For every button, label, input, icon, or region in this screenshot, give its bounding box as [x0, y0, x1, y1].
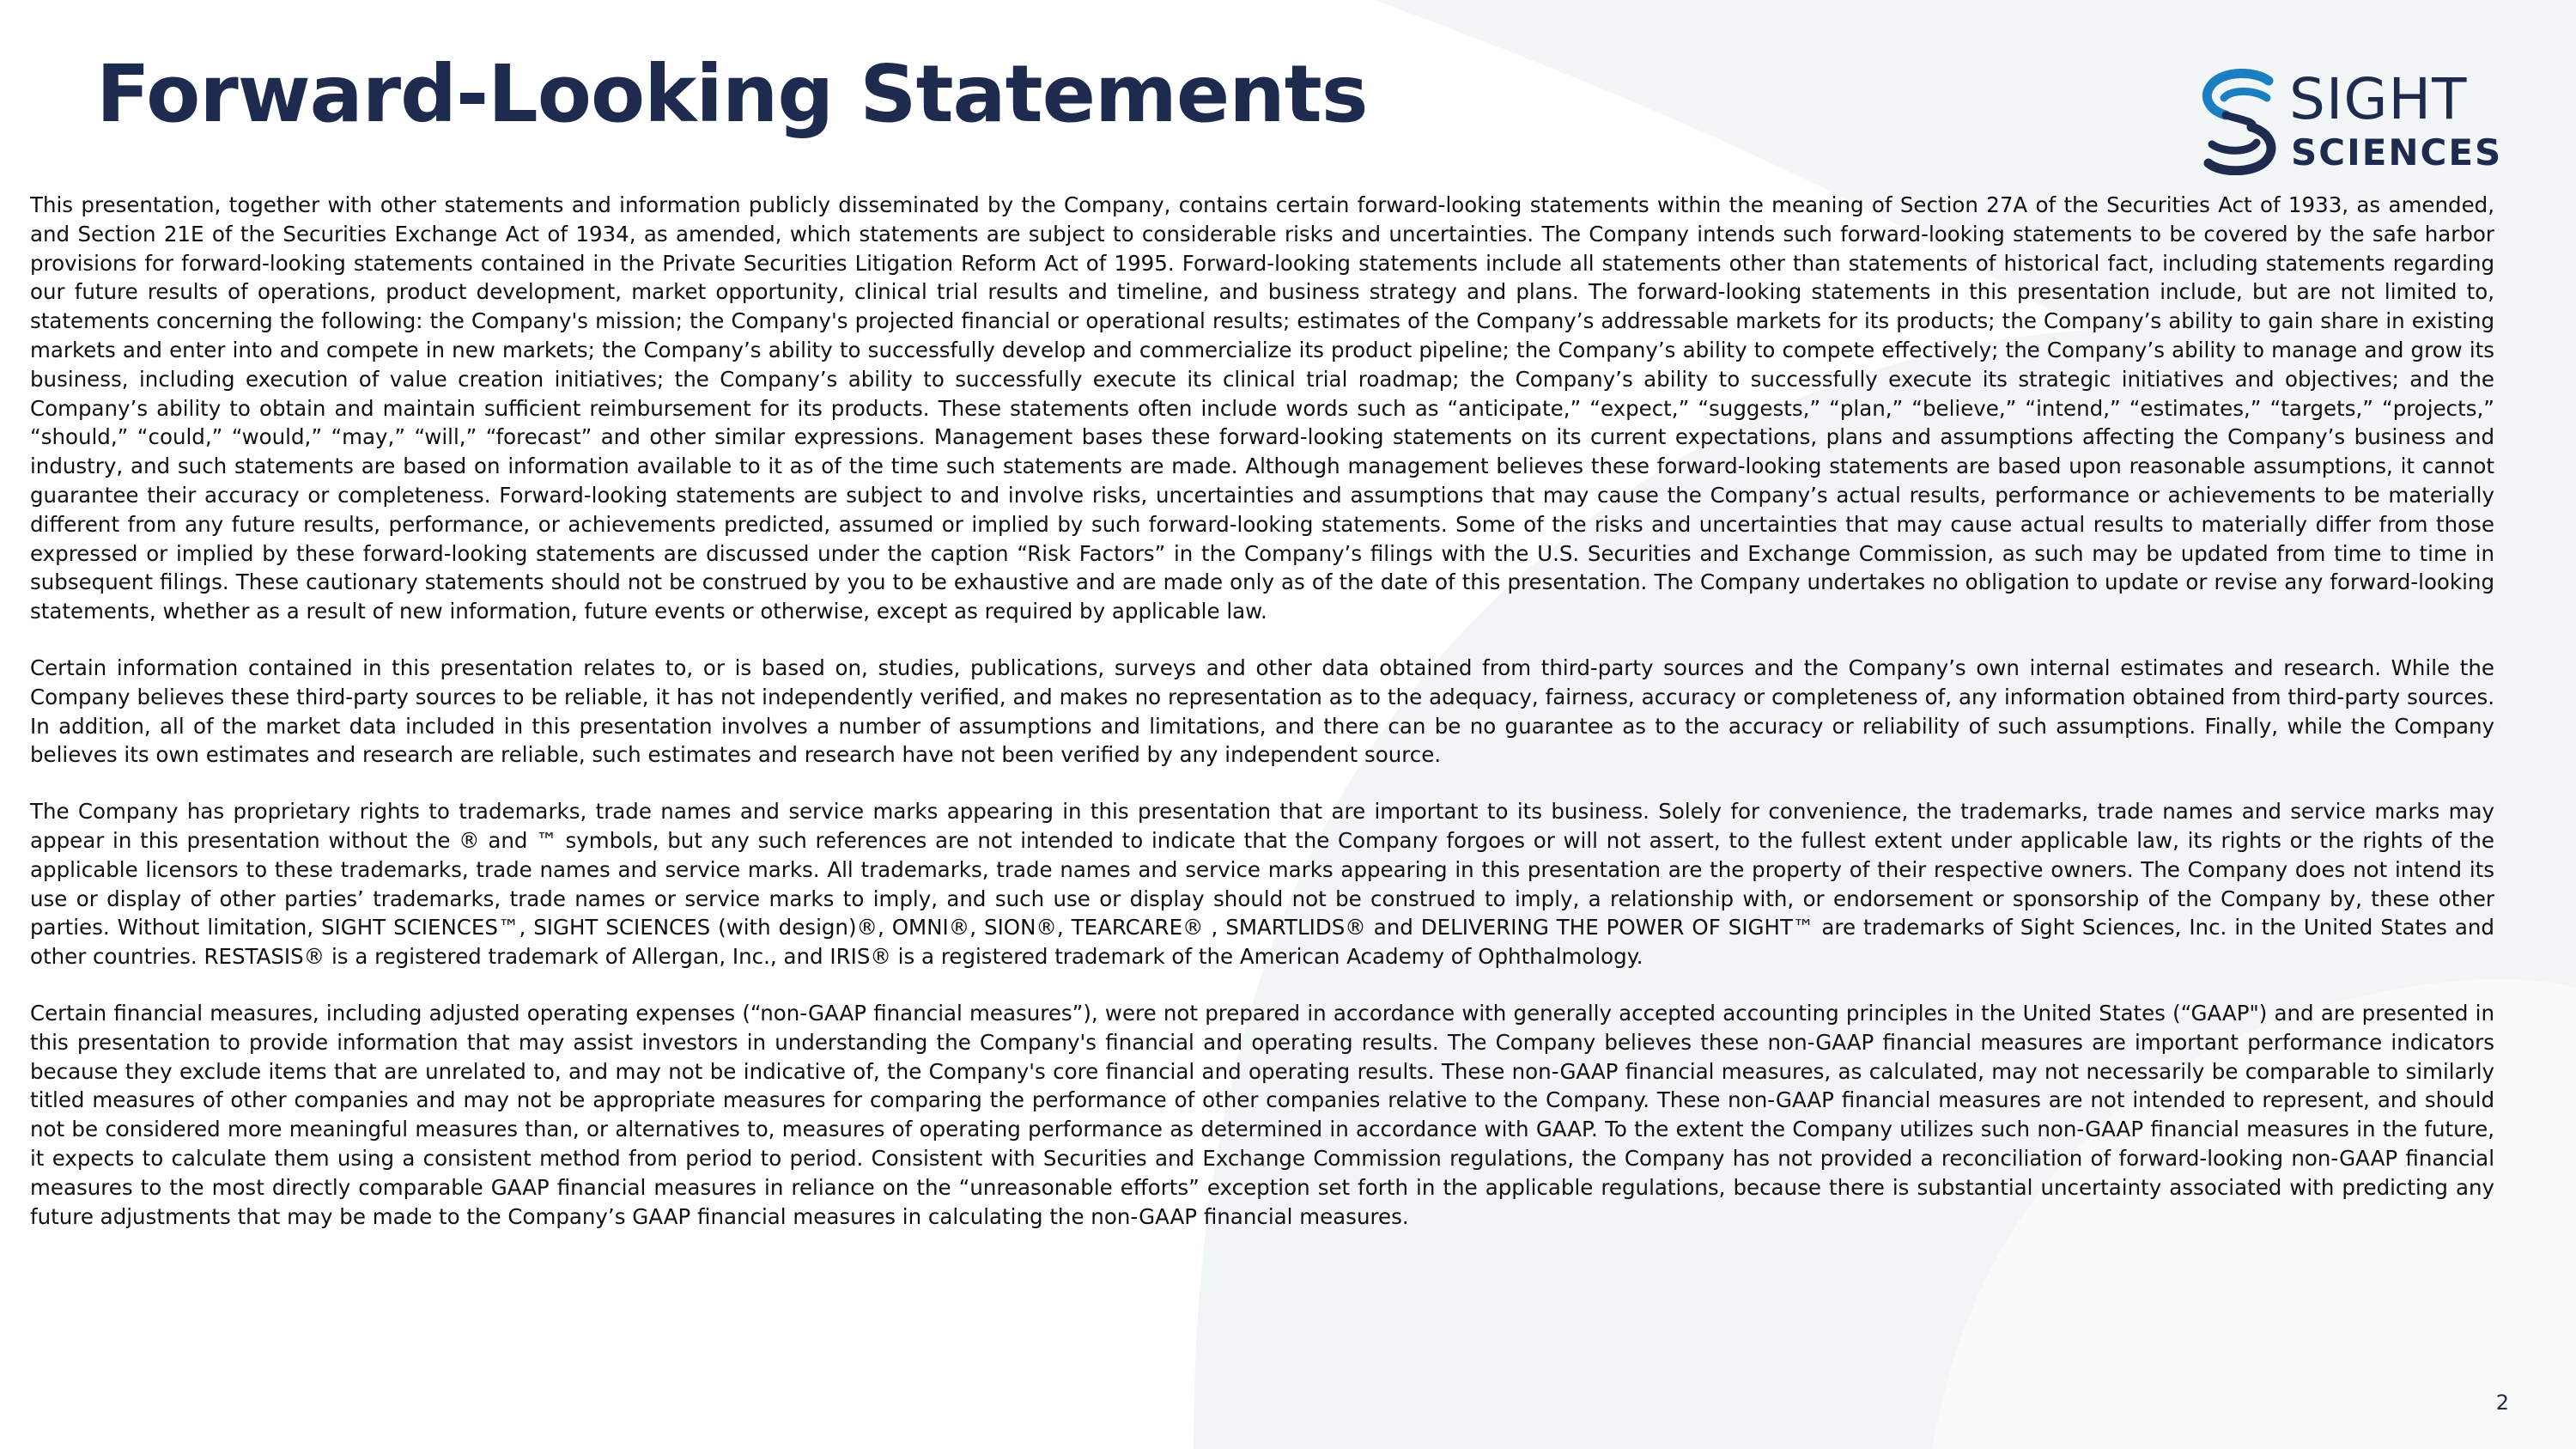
disclaimer-body — [30, 191, 2494, 1258]
paragraph-third-party-data: Certain information contained in this presentation relates to, or is based on, studies, publications, surveys and other data obtained from third-party sources and the Company’s own internal estimates and research. While the Company believes these third-party sources to be reliable, it has not independently verified, and makes no representation as to the adequacy, fairness, accuracy or completeness of, any information obtained from third-party sources. In addition, all of the market data included in this presentation involves a number of assumptions and limitations, and there can be no guarantee as to the accuracy or reliability of such assumptions. Finally, while the Company believes its own estimates and research are reliable, such estimates and research have not been verified by any independent source. — [30, 654, 2494, 768]
paragraph-non-gaap: Certain financial measures, including adjusted operating expenses (“non-GAAP financial measures”), were not prepared in accordance with generally accepted accounting principles in the United States (“GAAP") and are presented in this presentation to provide information that may assist investors in understanding the Company's financial and operating results. The Company believes these non-GAAP financial measures are important performance indicators because they exclude items that are unrelated to, and may not be indicative of, the Company's core financial and operating results. These non-GAAP financial measures, as calculated, may not necessarily be comparable to similarly titled measures of other companies and may not be appropriate measures for comparing the performance of other companies relative to the Company. These non-GAAP financial measures are not intended to represent, and should not be considered more meaningful measures than, or alternatives to, measures of operating performance as determined in accordance with GAAP. To the extent the Company utilizes such non-GAAP financial measures in the future, it expects to calculate them using a consistent method from period to period. Consistent with Securities and Exchange Commission regulations, the Company has not provided a reconciliation of forward-looking non-GAAP financial measures to the most directly comparable GAAP financial measures in reliance on the “unreasonable efforts” exception set forth in the applicable regulations, because there is substantial uncertainty associated with predicting any future adjustments that may be made to the Company’s GAAP financial measures in calculating the non-GAAP financial measures. — [30, 1000, 2494, 1229]
logo-wordmark-sciences: SCIENCES — [2291, 131, 2503, 174]
paragraph-forward-looking: This presentation, together with other statements and information publicly disseminated by the Company, contains certain forward-looking statements within the meaning of Section 27A of the Securities Act of 1933, as amended, and Section 21E of the Securities Exchange Act of 1934, as amended, which statements are subject to considerable risks and uncertainties. The Company intends such forward-looking statements to be covered by the safe harbor provisions for forward-looking statements contained in the Private Securities Litigation Reform Act of 1995. Forward-looking statements include all statements other than statements of historical fact, including statements regarding our future results of operations, product development, market opportunity, clinical trial results and timeline, and business strategy and plans. The forward-looking statements in this presentation include, but are not limited to, statements concerning the following: the Company's mission; the Company's projected financial or operational results; estimates of the Company’s addressable markets for its products; the Company’s ability to gain share in existing markets and enter into and compete in new markets; the Company’s ability to successfully develop and commercialize its product pipeline; the Company’s ability to compete effectively; the Company’s ability to manage and grow its business, including execution of value creation initiatives; the Company’s ability to successfully execute its clinical trial roadmap; the Company’s ability to successfully execute its strategic initiatives and objectives; and the Company’s ability to obtain and maintain sufficient reimbursement for its products. These statements often include words such as “anticipate,” “expect,” “suggests,” “plan,” “believe,” “intend,” “estimates,” “targets,” “projects,” “should,” “could,” “would,” “may,” “will,” “forecast” and other similar expressions. Management bases these forward-looking statements on its current expectations, plans and assumptions affecting the Company’s business and industry, and such statements are based on information available to it as of the time such statements are made. Although management believes these forward-looking statements are based upon reasonable assumptions, it cannot guarantee their accuracy or completeness. Forward-looking statements are subject to and involve risks, uncertainties and assumptions that may cause the Company’s actual results, performance or achievements to be materially different from any future results, performance, or achievements predicted, assumed or implied by such forward-looking statements. Some of the risks and uncertainties that may cause actual results to materially differ from those expressed or implied by these forward-looking statements are discussed under the caption “Risk Factors” in the Company’s filings with the U.S. Securities and Exchange Commission, as such may be updated from time to time in subsequent filings. These cautionary statements should not be construed by you to be exhaustive and are made only as of the date of this presentation. The Company undertakes no obligation to update or revise any forward-looking statements, whether as a result of new information, future events or otherwise, except as required by applicable law. — [30, 192, 2494, 624]
page-title: Forward-Looking Statements — [96, 48, 1368, 140]
page-number: 2 — [2495, 1391, 2509, 1415]
logo-wordmark-sight: SIGHT — [2289, 66, 2468, 132]
sight-sciences-s-mark-icon — [2200, 69, 2279, 175]
paragraph-trademarks: The Company has proprietary rights to trademarks, trade names and service marks appearing in this presentation that are important to its business. Solely for convenience, the trademarks, trade names and service marks may appear in this presentation without the ® and ™ symbols, but any such references are not intended to indicate that the Company forgoes or will not assert, to the fullest extent under applicable law, its rights or the rights of the applicable licensors to these trademarks, trade names and service marks. All trademarks, trade names and service marks appearing in this presentation are the property of their respective owners. The Company does not intend its use or display of other parties’ trademarks, trade names or service marks to imply, and such use or display should not be construed to imply, a relationship with, or endorsement or sponsorship of the Company by, these other parties. Without limitation, SIGHT SCIENCES™, SIGHT SCIENCES (with design)®, OMNI®, SION®, TEARCARE® , SMARTLIDS® and DELIVERING THE POWER OF SIGHT™ are trademarks of Sight Sciences, Inc. in the United States and other countries. RESTASIS® is a registered trademark of Allergan, Inc., and IRIS® is a registered trademark of the American Academy of Ophthalmology. — [30, 799, 2494, 970]
sight-sciences-logo — [2200, 66, 2503, 179]
